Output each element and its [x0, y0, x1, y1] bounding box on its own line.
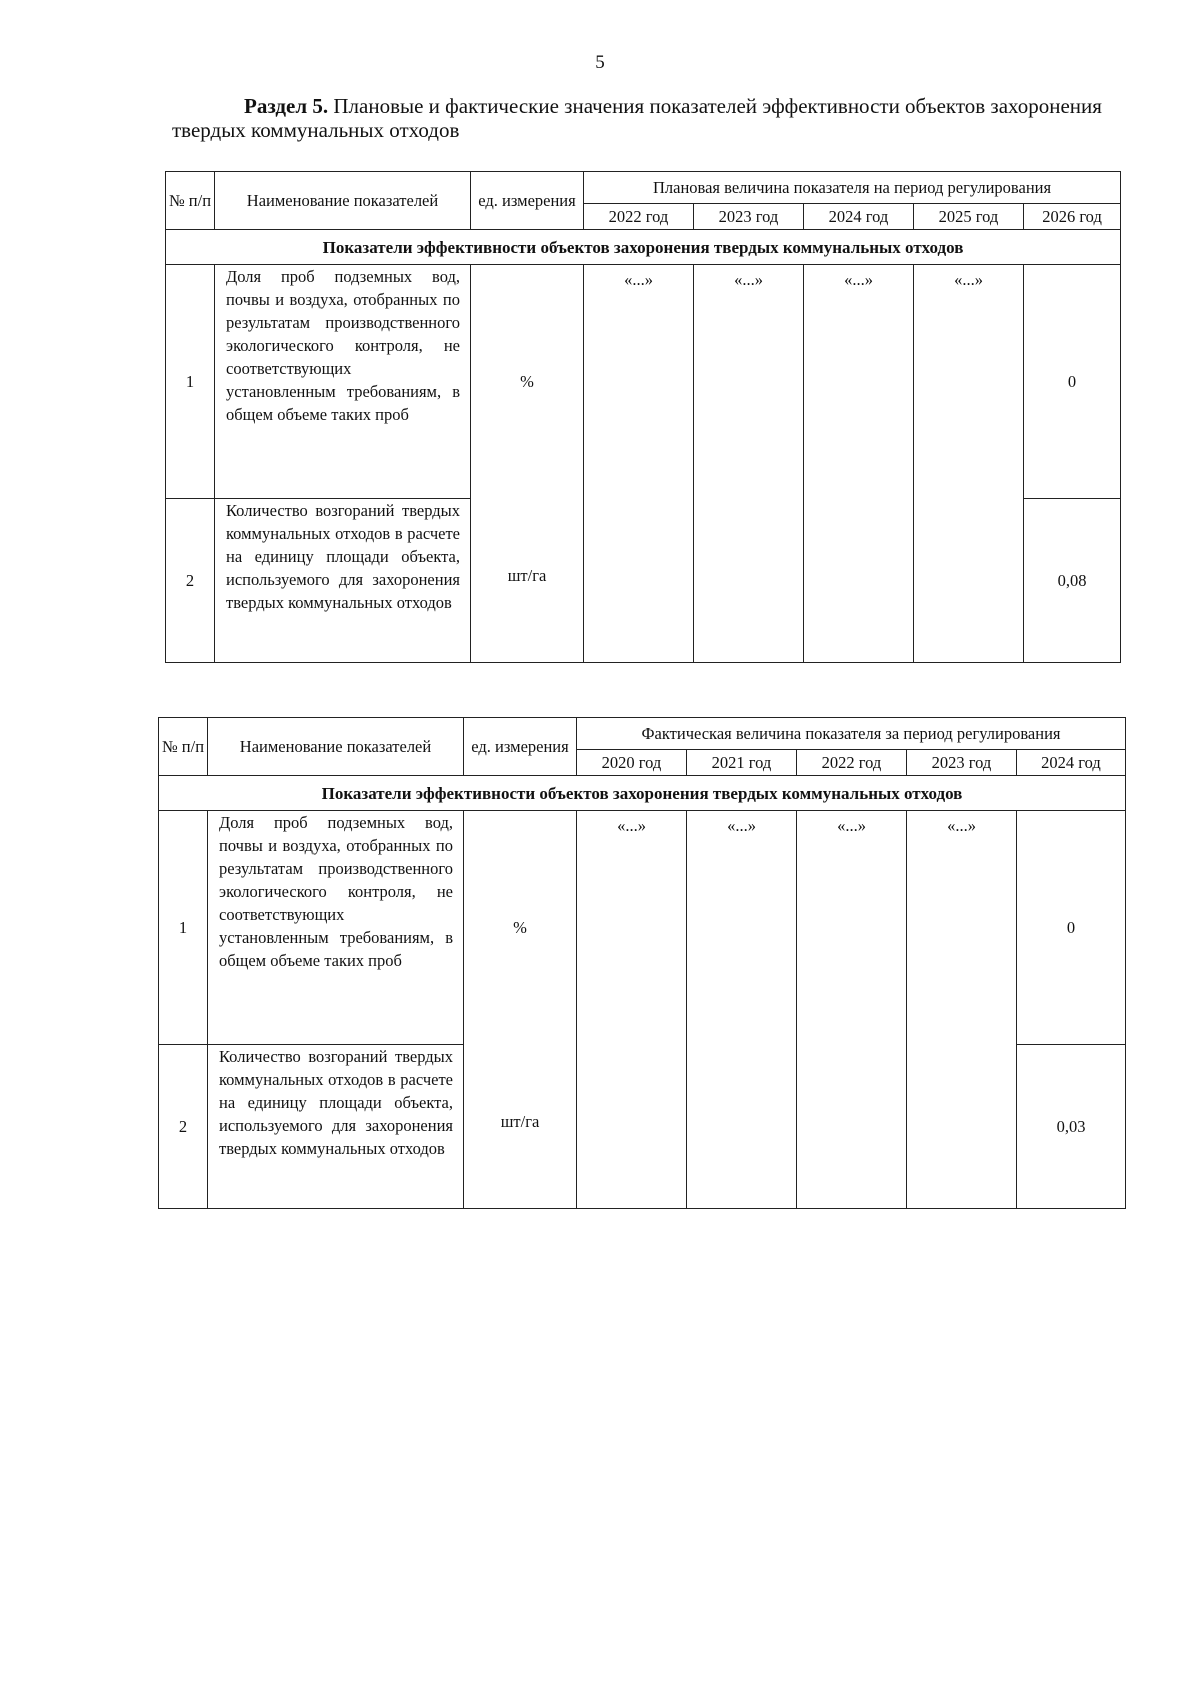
header-num: № п/п — [166, 172, 215, 230]
header-year: 2026 год — [1024, 204, 1121, 230]
row-unit — [464, 811, 577, 1209]
header-period: Плановая величина показателя на период регулирования — [584, 172, 1121, 204]
group-title: Показатели эффективности объектов захоронения твердых коммунальных отходов — [166, 230, 1121, 265]
row-value: 0,03 — [1017, 1044, 1126, 1208]
header-name: Наименование показателей — [215, 172, 471, 230]
placeholder-cell: «...» — [907, 811, 1017, 1209]
header-year: 2023 год — [907, 750, 1017, 776]
header-year: 2022 год — [584, 204, 694, 230]
header-period: Фактическая величина показателя за период регулирования — [577, 718, 1126, 750]
actual-values-table — [158, 717, 1126, 1209]
table-row — [166, 265, 1121, 499]
unit-percent: % — [513, 918, 527, 937]
placeholder-cell: «...» — [577, 811, 687, 1209]
header-unit: ед. измерения — [471, 172, 584, 230]
header-year: 2020 год — [577, 750, 687, 776]
row-name: Количество возгораний твердых коммунальных отходов в расчете на единицу площади объекта, используемого для захоронения твердых коммунальных отходов — [215, 498, 471, 662]
header-year: 2024 год — [1017, 750, 1126, 776]
placeholder-cell: «...» — [584, 265, 694, 663]
header-name: Наименование показателей — [208, 718, 464, 776]
row-unit — [471, 265, 584, 663]
row-value: 0 — [1017, 811, 1126, 1045]
row-num: 2 — [159, 1044, 208, 1208]
group-title: Показатели эффективности объектов захоронения твердых коммунальных отходов — [159, 776, 1126, 811]
unit-per-ha: шт/га — [507, 566, 547, 585]
row-num: 1 — [166, 265, 215, 499]
placeholder-cell: «...» — [694, 265, 804, 663]
placeholder-cell: «...» — [804, 265, 914, 663]
placeholder-cell: «...» — [687, 811, 797, 1209]
planned-values-table — [165, 171, 1121, 663]
header-year: 2023 год — [694, 204, 804, 230]
header-year: 2022 год — [797, 750, 907, 776]
unit-per-ha: шт/га — [500, 1112, 540, 1131]
header-num: № п/п — [159, 718, 208, 776]
section-heading — [172, 94, 1122, 142]
table-row — [159, 811, 1126, 1045]
header-unit: ед. измерения — [464, 718, 577, 776]
placeholder-cell: «...» — [914, 265, 1024, 663]
section-label: Раздел 5. — [244, 94, 329, 118]
header-year: 2025 год — [914, 204, 1024, 230]
row-name: Доля проб подземных вод, почвы и воздуха, отобранных по результатам производственного экологического контроля, не соответствующих установленным требованиям, в общем объеме таких проб — [215, 265, 471, 499]
row-num: 2 — [166, 498, 215, 662]
unit-percent: % — [520, 372, 534, 391]
row-value: 0,08 — [1024, 498, 1121, 662]
section-title: Плановые и фактические значения показателей эффективности объектов захоронения твердых коммунальных отходов — [172, 94, 1102, 142]
row-value: 0 — [1024, 265, 1121, 499]
placeholder-cell: «...» — [797, 811, 907, 1209]
row-name: Количество возгораний твердых коммунальных отходов в расчете на единицу площади объекта, используемого для захоронения твердых коммунальных отходов — [208, 1044, 464, 1208]
row-name: Доля проб подземных вод, почвы и воздуха, отобранных по результатам производственного экологического контроля, не соответствующих установленным требованиям, в общем объеме таких проб — [208, 811, 464, 1045]
page-number: 5 — [595, 52, 605, 73]
row-num: 1 — [159, 811, 208, 1045]
header-year: 2021 год — [687, 750, 797, 776]
header-year: 2024 год — [804, 204, 914, 230]
